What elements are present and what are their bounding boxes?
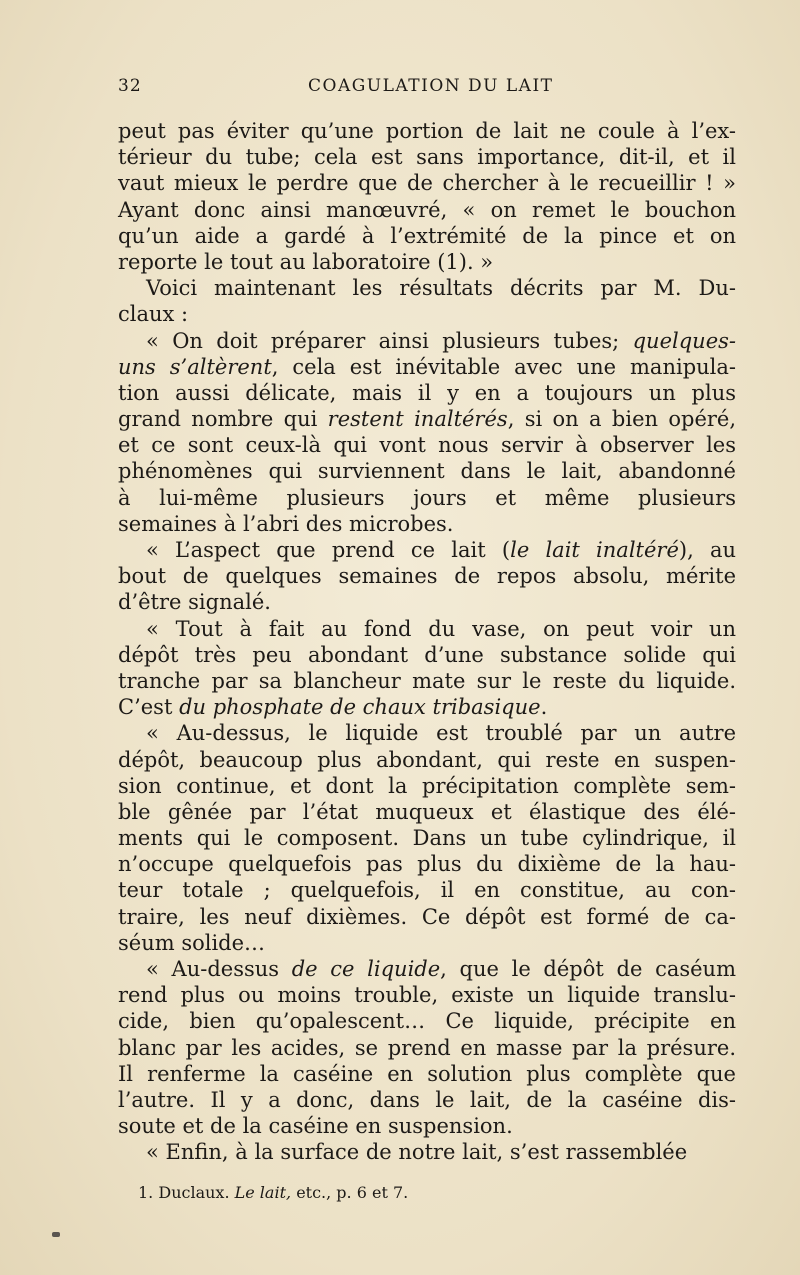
text-line: n’occupe quelquefois pas plus du dixième de la hau- [118, 852, 736, 877]
text-line: et ce sont ceux-là qui vont nous servir à observer les [118, 433, 736, 458]
text-line: traire, les neuf dixièmes. Ce dépôt est formé de ca- [118, 904, 736, 929]
running-title: COAGULATION DU LAIT [308, 76, 554, 96]
text-line: « Enfin, à la surface de notre lait, s’est rassemblée [146, 1140, 688, 1165]
text-line: C’est du phosphate de chaux tribasique. [118, 695, 548, 720]
text-line: l’autre. Il y a donc, dans le lait, de la caséine dis- [118, 1087, 736, 1112]
page-number: 32 [118, 76, 142, 96]
text-line: dépôt très peu abondant d’une substance solide qui [118, 642, 736, 667]
italic-phrase: quelques- [632, 328, 736, 353]
text-line: bout de quelques semaines de repos absolu, mérite [118, 564, 736, 589]
text-line: Il renferme la caséine en solution plus complète que [118, 1061, 736, 1086]
text-line: vaut mieux le perdre que de chercher à le recueillir ! » [118, 171, 736, 196]
running-header [118, 76, 736, 102]
text-line: térieur du tube; cela est sans importance, dit-il, et il [118, 145, 736, 170]
text-line: reporte le tout au laboratoire (1). » [118, 249, 494, 274]
text-line: ments qui le composent. Dans un tube cylindrique, il [118, 826, 736, 851]
text-line: dépôt, beaucoup plus abondant, qui reste en suspen- [118, 747, 736, 772]
text-line: phénomènes qui surviennent dans le lait, abandonné [118, 459, 736, 484]
text-line: « Au-dessus de ce liquide, que le dépôt de caséum [146, 957, 736, 981]
italic-phrase: restent inaltérés [327, 407, 508, 432]
italic-phrase: de ce liquide [291, 957, 441, 981]
italic-phrase: uns s’altèrent [118, 354, 272, 379]
text-line: soute et de la caséine en suspension. [118, 1114, 513, 1139]
footnote-number: 1. [138, 1183, 154, 1202]
text-line: « Au-dessus, le liquide est troublé par un autre [146, 721, 736, 746]
footnote-title: Le lait, [234, 1183, 292, 1202]
body-text [118, 118, 736, 1166]
text-line: qu’un aide a gardé à l’extrémité de la pince et on [118, 223, 736, 248]
text-line: grand nombre qui restent inaltérés, si on a bien opéré, [118, 407, 737, 432]
text-line: sion continue, et dont la précipitation complète sem- [118, 773, 736, 798]
text-line: teur totale ; quelquefois, il en constitue, au con- [118, 878, 736, 903]
text-line: tranche par sa blancheur mate sur le reste du liquide. [118, 668, 736, 693]
text-line: séum solide… [118, 930, 266, 955]
text-line: « L’aspect que prend ce lait (le lait inaltéré), au [146, 538, 736, 562]
text-line: à lui-même plusieurs jours et même plusieurs [118, 485, 736, 510]
footnote-rest: etc., p. 6 et 7. [296, 1183, 409, 1202]
text-line: semaines à l’abri des microbes. [118, 511, 454, 536]
paper-speck [52, 1232, 60, 1237]
text-line: Voici maintenant les résultats décrits par M. Du- [146, 276, 736, 301]
text-line: tion aussi délicate, mais il y en a toujours un plus [118, 380, 736, 405]
footnote [138, 1183, 736, 1202]
text-line: ble gênée par l’état muqueux et élastique des élé- [118, 799, 736, 824]
italic-phrase: le lait inaltéré [510, 538, 679, 562]
italic-phrase: du phosphate de chaux tribasique [179, 695, 541, 720]
text-line: cide, bien qu’opalescent… Ce liquide, précipite en [118, 1009, 736, 1034]
text-line: rend plus ou moins trouble, existe un liquide translu- [118, 983, 736, 1008]
text-line: uns s’altèrent, cela est inévitable avec une manipula- [118, 354, 736, 379]
text-line: Ayant donc ainsi manœuvré, « on remet le bouchon [118, 197, 736, 222]
text-line: blanc par les acides, se prend en masse par la présure. [118, 1035, 736, 1060]
text-line: « On doit préparer ainsi plusieurs tubes; quelques- [146, 328, 736, 353]
text-line: claux : [118, 302, 189, 327]
text-line: « Tout à fait au fond du vase, on peut voir un [146, 616, 736, 641]
text-line: peut pas éviter qu’une portion de lait ne coule à l’ex- [118, 119, 736, 143]
footnote-author: Duclaux. [158, 1183, 230, 1202]
text-line: d’être signalé. [118, 590, 271, 615]
